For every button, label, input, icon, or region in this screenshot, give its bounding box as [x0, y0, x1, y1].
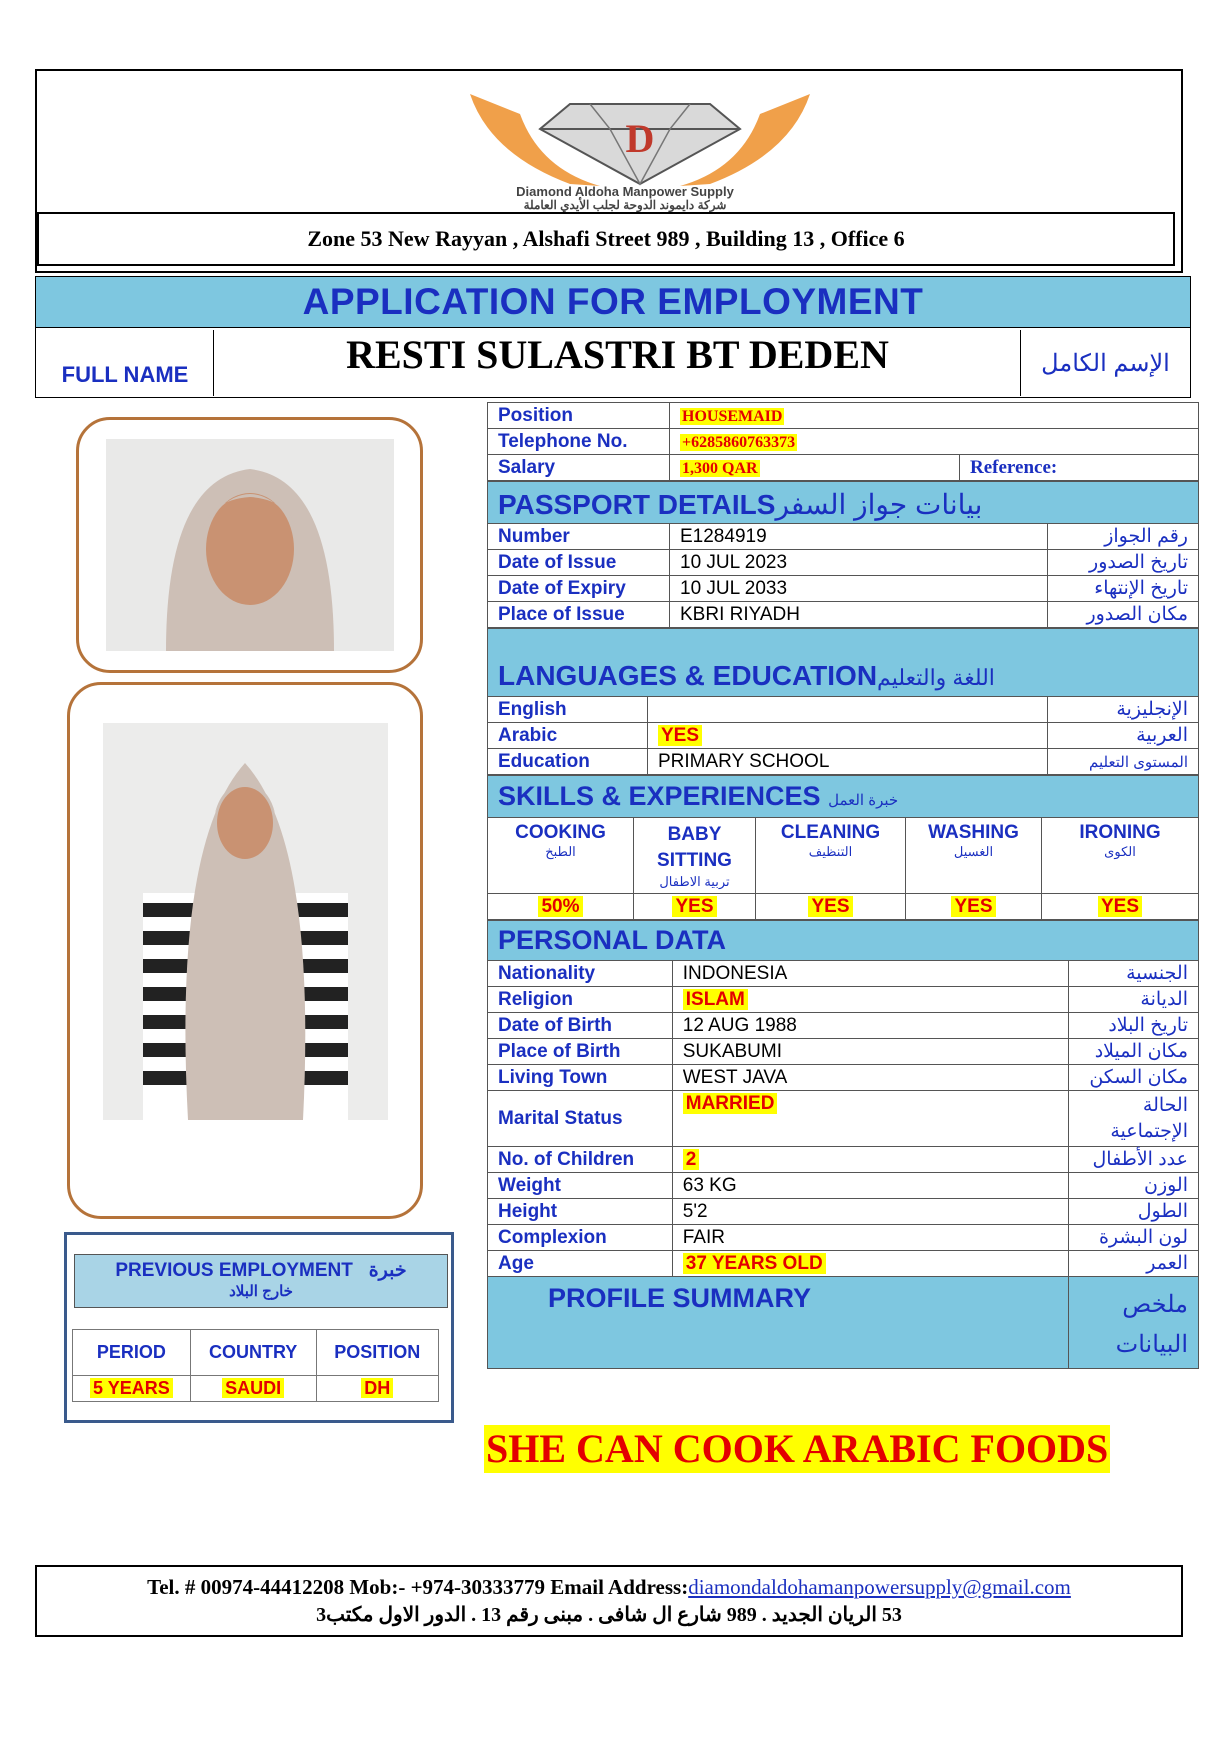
skill-cleaning-level: YES — [808, 896, 852, 917]
svg-text:D: D — [625, 116, 655, 161]
reference-label: Reference: — [960, 455, 1199, 481]
company-address — [37, 212, 1175, 266]
skill-cleaning — [756, 818, 906, 894]
issue-date-label-arabic: تاريخ الصدور — [1048, 550, 1199, 576]
skill-ironing — [1042, 818, 1199, 894]
full-body-photo — [103, 723, 388, 1120]
age-label-arabic: العمر — [1069, 1251, 1199, 1277]
skill-baby-sitting-name: BABY SITTING — [657, 824, 732, 871]
skills-heading-text: SKILLS & EXPERIENCES — [498, 781, 821, 811]
company-name-arabic: شركة دايموند الدوحة لجلب الأيدي العاملة — [523, 198, 727, 212]
skill-ironing-level: YES — [1098, 896, 1142, 917]
languages-heading-text: LANGUAGES & EDUCATION — [498, 660, 878, 691]
skill-ironing-name: IRONING — [1079, 822, 1161, 843]
skill-cooking — [488, 818, 634, 894]
religion-label: Religion — [488, 987, 673, 1013]
position-label: Position — [488, 403, 670, 429]
age-value: 37 YEARS OLD — [683, 1253, 826, 1274]
telephone-cell — [670, 429, 1199, 455]
cooking-note: SHE CAN COOK ARABIC FOODS — [486, 1426, 1109, 1471]
personal-data-heading: PERSONAL DATA — [488, 921, 1199, 961]
education-value: PRIMARY SCHOOL — [648, 749, 1048, 775]
previous-period: 5 YEARS — [90, 1378, 173, 1398]
previous-country: SAUDI — [222, 1378, 284, 1398]
salary-value: 1,300 QAR — [682, 459, 758, 477]
nationality-label-arabic: الجنسية — [1069, 961, 1199, 987]
height-label: Height — [488, 1199, 673, 1225]
english-label-arabic: الإنجليزية — [1048, 697, 1199, 723]
languages-heading-arabic: اللغة والتعليم — [877, 665, 995, 690]
full-name-label: FULL NAME — [37, 330, 214, 396]
issue-date-label: Date of Issue — [488, 550, 670, 576]
skill-cooking-level-cell — [488, 894, 634, 920]
nationality-label: Nationality — [488, 961, 673, 987]
english-value — [648, 697, 1048, 723]
company-name: Diamond Aldoha Manpower Supply — [516, 184, 734, 199]
page-title: APPLICATION FOR EMPLOYMENT — [35, 276, 1191, 328]
salary-cell — [670, 455, 960, 481]
passport-table — [487, 481, 1199, 628]
marital-status-value: MARRIED — [683, 1093, 778, 1114]
skill-cooking-name-arabic: الطبخ — [545, 844, 576, 859]
telephone-value: +6285860763373 — [682, 433, 796, 451]
skill-ironing-name-arabic: الكوى — [1104, 844, 1136, 859]
skill-baby-sitting — [634, 818, 756, 894]
previous-employment-table — [72, 1329, 439, 1402]
skill-baby-sitting-level-cell — [634, 894, 756, 920]
previous-position-cell — [316, 1376, 438, 1402]
education-label-arabic: المستوى التعليم — [1048, 749, 1199, 775]
children-label-arabic: عدد الأطفال — [1069, 1147, 1199, 1173]
marital-status-label: Marital Status — [488, 1091, 673, 1147]
birth-date-value: 12 AUG 1988 — [672, 1013, 1068, 1039]
skill-baby-sitting-name-arabic: تربية الاطفال — [659, 874, 730, 889]
arabic-value: YES — [658, 725, 702, 746]
skill-washing-level: YES — [951, 896, 995, 917]
skill-washing-level-cell — [906, 894, 1042, 920]
previous-employment-title-arabic-1: خبرة — [368, 1260, 407, 1281]
arabic-cell — [648, 723, 1048, 749]
marital-status-cell — [672, 1091, 1068, 1147]
salary-label: Salary — [488, 455, 670, 481]
complexion-value: FAIR — [672, 1225, 1068, 1251]
footer-address-arabic: 53 الريان الجديد . 989 شارع ال شافى . مبنى رقم 13 . الدور الاول مكتب3 — [316, 1604, 902, 1626]
skill-ironing-level-cell — [1042, 894, 1199, 920]
skill-cooking-level: 50% — [538, 896, 582, 917]
living-town-label-arabic: مكان السكن — [1069, 1065, 1199, 1091]
previous-country-cell — [190, 1376, 316, 1402]
profile-summary-heading-arabic: ملخص البيانات — [1069, 1277, 1199, 1369]
skills-heading — [488, 776, 1199, 818]
previous-employment-title: PREVIOUS EMPLOYMENT — [115, 1260, 353, 1281]
expiry-date-value: 10 JUL 2033 — [670, 576, 1048, 602]
previous-employment-heading — [74, 1254, 448, 1308]
previous-employment-title-arabic-2: خارج البلاد — [229, 1283, 293, 1300]
passport-number-label-arabic: رقم الجواز — [1048, 524, 1199, 550]
birth-place-value: SUKABUMI — [672, 1039, 1068, 1065]
complexion-label: Complexion — [488, 1225, 673, 1251]
expiry-date-label-arabic: تاريخ الإنتهاء — [1048, 576, 1199, 602]
previous-period-cell — [73, 1376, 191, 1402]
religion-label-arabic: الديانة — [1069, 987, 1199, 1013]
column-header-period: PERIOD — [73, 1330, 191, 1376]
column-header-position: POSITION — [316, 1330, 438, 1376]
skill-cleaning-name-arabic: التنظيف — [808, 844, 853, 859]
education-label: Education — [488, 749, 648, 775]
skill-washing-name-arabic: الغسيل — [953, 844, 994, 859]
living-town-label: Living Town — [488, 1065, 673, 1091]
expiry-date-label: Date of Expiry — [488, 576, 670, 602]
personal-data-table — [487, 920, 1199, 1369]
issue-place-label-arabic: مكان الصدور — [1048, 602, 1199, 628]
footer-email-link[interactable]: diamondaldohamanpowersupply@gmail.com — [688, 1575, 1071, 1599]
weight-label-arabic: الوزن — [1069, 1173, 1199, 1199]
complexion-label-arabic: لون البشرة — [1069, 1225, 1199, 1251]
full-name-label-arabic: الإسم الكامل — [1020, 330, 1190, 396]
birth-date-label-arabic: تاريخ البلاد — [1069, 1013, 1199, 1039]
skills-heading-arabic: خبرة العمل — [828, 792, 899, 809]
height-label-arabic: الطول — [1069, 1199, 1199, 1225]
nationality-value: INDONESIA — [672, 961, 1068, 987]
previous-position: DH — [361, 1378, 393, 1398]
details-panel — [487, 402, 1199, 1369]
address-text: Zone 53 New Rayyan , Alshafi Street 989 , Building 13 , Office 6 — [307, 226, 905, 251]
passport-number-value: E1284919 — [670, 524, 1048, 550]
skill-cooking-name: COOKING — [515, 822, 606, 843]
issue-place-value: KBRI RIYADH — [670, 602, 1048, 628]
children-value: 2 — [683, 1149, 700, 1170]
job-table — [487, 402, 1199, 481]
passport-heading-arabic: بيانات جواز السفر — [775, 489, 983, 520]
skill-cleaning-level-cell — [756, 894, 906, 920]
passport-number-label: Number — [488, 524, 670, 550]
birth-place-label-arabic: مكان الميلاد — [1069, 1039, 1199, 1065]
skills-table — [487, 775, 1199, 920]
age-cell — [672, 1251, 1068, 1277]
column-header-country: COUNTRY — [190, 1330, 316, 1376]
weight-value: 63 KG — [672, 1173, 1068, 1199]
arabic-label: Arabic — [488, 723, 648, 749]
position-value: HOUSEMAID — [682, 407, 783, 425]
passport-heading — [488, 482, 1199, 524]
weight-label: Weight — [488, 1173, 673, 1199]
issue-place-label: Place of Issue — [488, 602, 670, 628]
languages-heading — [488, 629, 1199, 697]
position-cell — [670, 403, 1199, 429]
english-label: English — [488, 697, 648, 723]
skill-baby-sitting-level: YES — [672, 896, 716, 917]
portrait-photo — [106, 439, 394, 651]
telephone-label: Telephone No. — [488, 429, 670, 455]
religion-cell — [672, 987, 1068, 1013]
living-town-value: WEST JAVA — [672, 1065, 1068, 1091]
skill-washing-name: WASHING — [928, 822, 1019, 843]
religion-value: ISLAM — [683, 989, 748, 1010]
footer-contact: Tel. # 00974-44412208 Mob:- +974-30333779 Email Address: — [147, 1575, 689, 1599]
age-label: Age — [488, 1251, 673, 1277]
birth-place-label: Place of Birth — [488, 1039, 673, 1065]
issue-date-value: 10 JUL 2023 — [670, 550, 1048, 576]
full-name-value: RESTI SULASTRI BT DEDEN — [346, 332, 889, 377]
profile-summary-heading: PROFILE SUMMARY — [488, 1277, 1069, 1369]
children-label: No. of Children — [488, 1147, 673, 1173]
footer-contact-line — [37, 1575, 1181, 1600]
languages-table — [487, 628, 1199, 775]
footer — [35, 1565, 1183, 1637]
skill-cleaning-name: CLEANING — [780, 822, 881, 843]
marital-status-label-arabic: الحالة الإجتماعية — [1069, 1091, 1199, 1147]
height-value: 5'2 — [672, 1199, 1068, 1225]
children-cell — [672, 1147, 1068, 1173]
passport-heading-text: PASSPORT DETAILS — [498, 489, 776, 520]
arabic-label-arabic: العربية — [1048, 723, 1199, 749]
skill-washing — [906, 818, 1042, 894]
birth-date-label: Date of Birth — [488, 1013, 673, 1039]
